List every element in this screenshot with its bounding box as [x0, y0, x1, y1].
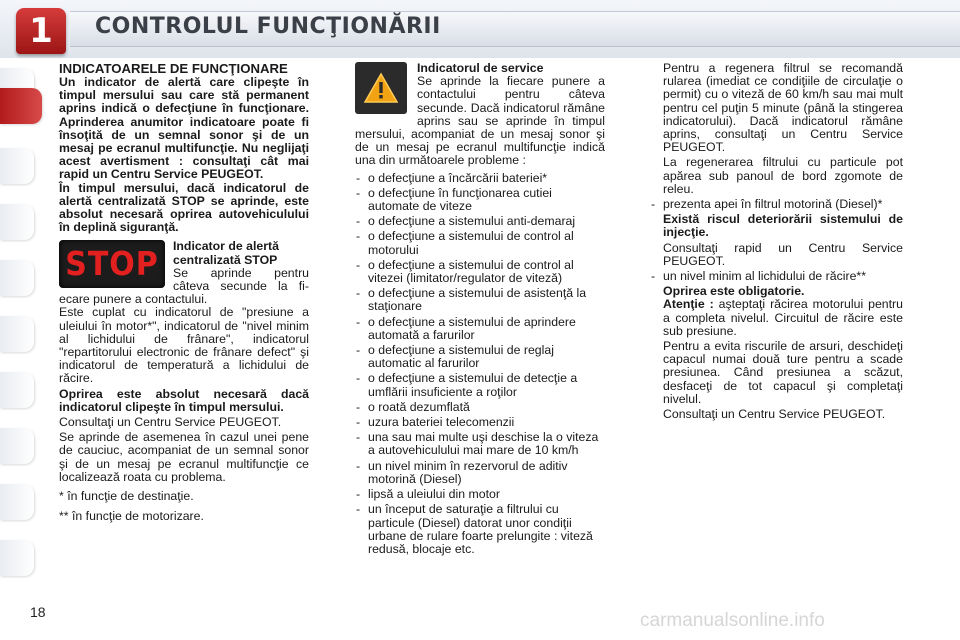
side-tab	[0, 540, 34, 576]
burn-warning: Pentru a evita riscurile de arsuri, deschideţi capacul numai două ture pentru a scade presiunea. Când presiunea a scăzut, desfaceţi de tot capacul şi completaţi nivelul.	[663, 339, 903, 406]
chapter-number-tab: 1	[16, 8, 66, 54]
regen-text: Pentru a regenera filtrul se recomandă rularea (imediat ce condiţiile de circulaţie o permit) cu o viteză de 60 km/h sau mai mult pentru cel puţin 5 minute (până la stingerea indicatorului). Dacă indicatorul rămâne aprins, consultaţi un Centru Service PEUGEOT.	[663, 61, 903, 155]
page-number: 18	[30, 604, 46, 620]
page-title: CONTROLUL FUNCŢIONĂRII	[95, 14, 441, 39]
service-problem-list	[355, 172, 605, 556]
list-item: - un început de saturaţie a filtrului cu particule (Diesel) datorat unor condiţii urbane de rulare foarte prelungite : viteză redusă, blocaje etc.	[355, 503, 605, 556]
side-tab	[0, 316, 34, 352]
service-indicator-title: Indicatorul de service	[417, 61, 544, 75]
attention-label: Atenţie :	[663, 297, 714, 312]
list-item: - o roată dezumflată	[355, 401, 605, 414]
side-tab	[0, 148, 34, 184]
list-item: - una sau mai multe uşi deschise la o viteza a autovehiculului mai mare de 10 km/h	[355, 431, 605, 457]
warning-triangle-icon	[363, 72, 399, 104]
side-tab	[0, 372, 34, 408]
side-tab	[0, 484, 34, 520]
final-consult: Consultaţi un Centru Service PEUGEOT.	[663, 407, 886, 422]
list-item	[650, 270, 903, 283]
coolant-level-item: un nivel minim al lichidului de răcire**	[663, 269, 866, 284]
list-item: - o defecţiune a sistemului anti-demaraj	[355, 215, 605, 228]
side-tab	[0, 428, 34, 464]
list-item: - o defecţiune a sistemului de reglaj automatic al farurilor	[355, 344, 605, 370]
list-item: - un nivel minim în rezervorul de aditiv motorină (Diesel)	[355, 460, 605, 486]
list-item: - o defecţiune a încărcării bateriei*	[355, 172, 605, 185]
page-header	[0, 0, 960, 58]
section-title: INDICATOARELE DE FUNCŢIONARE	[59, 61, 288, 76]
list-item: - o defecţiune a sistemului de asistenţă la staţionare	[355, 287, 605, 313]
side-tab-active	[0, 88, 42, 124]
service-warning-icon	[355, 62, 407, 114]
watermark: carmanualsonline.info	[640, 610, 825, 631]
stop-icon-label: STOP	[65, 245, 159, 284]
side-tab	[0, 260, 34, 296]
water-in-filter-item: prezenta apei în filtrul motorină (Diesel)*	[663, 197, 883, 212]
footnote-destination: * în funcţie de destinaţie.	[59, 489, 194, 504]
stop-warning: În timpul mersului, dacă indicatorul de alertă centralizată STOP se aprinde, este absolut necesară oprirea autovehiculului în deplină siguranţă.	[59, 180, 309, 235]
list-item: - lipsă a uleiului din motor	[355, 488, 605, 501]
side-tab	[0, 204, 34, 240]
list-item: - uzura bateriei telecomenzii	[355, 416, 605, 429]
list-item: - o defecţiune a sistemului de detecţie a umflării insuficiente a roţilor	[355, 372, 605, 398]
flat-tyre-text: Se aprinde de asemenea în cazul unei pene de cauciuc, acompaniat de un semnal sonor şi de un mesaj pe ecranul multifuncţie ce localizează roata cu problema.	[59, 430, 309, 484]
injection-risk: Există riscul deteriorării sistemului de injecţie.	[663, 212, 903, 240]
risk-consult: Consultaţi rapid un Centru Service PEUGEOT.	[663, 240, 903, 268]
column-middle	[355, 62, 605, 558]
list-item: - o defecţiune în funcţionarea cutiei automate de viteze	[355, 187, 605, 213]
list-item: - o defecţiune a sistemului de control al vitezei (limitator/regulator de viteză)	[355, 259, 605, 285]
stop-indicator-title: Indicator de alertă centralizată STOP	[173, 240, 279, 267]
list-item: - o defecţiune a sistemului de aprindere automată a farurilor	[355, 316, 605, 342]
stop-required: Oprirea este absolut necesară dacă indicatorul clipeşte în timpul mersului.	[59, 386, 309, 414]
service-indicator-intro: Se aprinde la fiecare punere a contactului pentru câteva secunde. Dacă indicatorul rămâne aprins sau se aprinde în timpul mersului, acompaniat de un mesaj sonor şi de un mesaj pe ecranul multifuncţie indică una din următoarele probleme :	[355, 74, 605, 168]
column-right	[650, 62, 903, 421]
coupling-text: Este cuplat cu indicatorul de "presiune a uleiului în motor*", indicatorul de "nivel minim al lichidului de frânare", indicatorul "repartitorului electronic de frânare defect" şi indicatorul de temperatură a lichidului de răcire.	[59, 305, 309, 386]
column-left	[59, 62, 309, 524]
stop-warning-icon	[59, 240, 165, 288]
list-item	[650, 198, 903, 211]
chapter-side-tabs	[0, 60, 48, 620]
alert-intro: Un indicator de alertă care clipeşte în timpul mersului sau care stă permanent aprins indică o defecţiune în funcţionare. Aprinderea anumitor indicatoare poate fi însoţită de un semnal sonor şi de un mesaj pe ecranul multifuncţie. Nu neglijaţi acest avertisment : consultaţi cât mai rapid un Centru Service PEUGEOT.	[59, 75, 309, 182]
attention-text: aşteptaţi răcirea motorului pentru a completa nivelul. Circuitul de răcire este sub presiune.	[663, 297, 903, 338]
mandatory-stop: Oprirea este obligatorie.	[663, 284, 805, 299]
footnote-engine: ** în funcţie de motorizare.	[59, 509, 204, 524]
list-item: - o defecţiune a sistemului de control al motorului	[355, 230, 605, 256]
regen-note: La regenerarea filtrului cu particule pot apărea sub panoul de bord zgomote de releu.	[663, 155, 903, 196]
consult-text: Consultaţi un Centru Service PEUGEOT.	[59, 415, 282, 430]
stop-indicator-text: Se aprinde pentru câteva secunde la fiecare punere a contactului.	[59, 265, 309, 307]
